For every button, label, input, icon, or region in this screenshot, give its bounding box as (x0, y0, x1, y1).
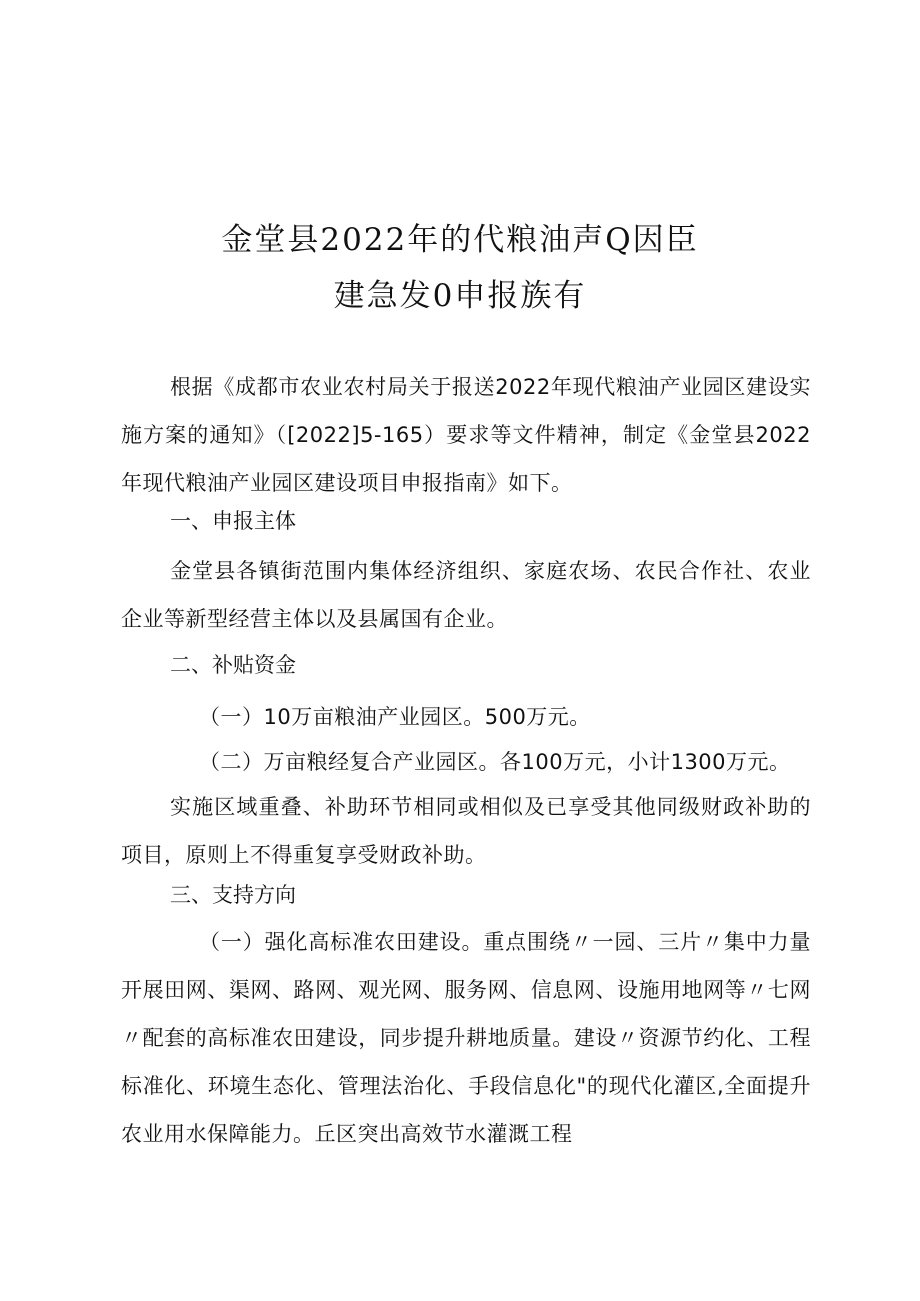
document-title-line1: 金堂县2022年的代粮油声Q因臣 (221, 222, 699, 258)
document-title-line2: 建急发0申报族有 (333, 278, 587, 314)
intro-paragraph: 根据《成都市农业农村局关于报送2022年现代粮油产业园区建设实施方案的通知》（[2022]5-165）要求等文件精神，制定《金堂县2022年现代粮油产业园区建设项目申报指南》如下。 (121, 375, 811, 495)
section2-item1: （一）10万亩粮油产业园区。500万元。 (199, 705, 591, 729)
section2-heading: 二、补贴资金 (170, 653, 296, 677)
section3-item1: （一）强化高标准农田建设。重点围绕〃一园、三片〃集中力量开展田网、渠网、路网、观光网、服务网、信息网、设施用地网等〃七网〃配套的高标准农田建设，同步提升耕地质量。建设〃资源节约化、工程标准化、环境生态化、管理法治化、手段信息化"的现代化灌区,全面提升农业用水保障能力。丘区突出高效节水灌溉工程 (121, 930, 811, 1146)
section1-body: 金堂县各镇街范围内集体经济组织、家庭农场、农民合作社、农业企业等新型经营主体以及县属国有企业。 (121, 559, 811, 631)
section1-heading: 一、申报主体 (170, 509, 296, 533)
section2-note: 实施区域重叠、补助环节相同或相似及已享受其他同级财政补助的项目，原则上不得重复享受财政补助。 (121, 795, 811, 867)
section2-item2: （二）万亩粮经复合产业园区。各100万元，小计1300万元。 (199, 750, 791, 774)
section3-heading: 三、支持方向 (170, 883, 296, 907)
